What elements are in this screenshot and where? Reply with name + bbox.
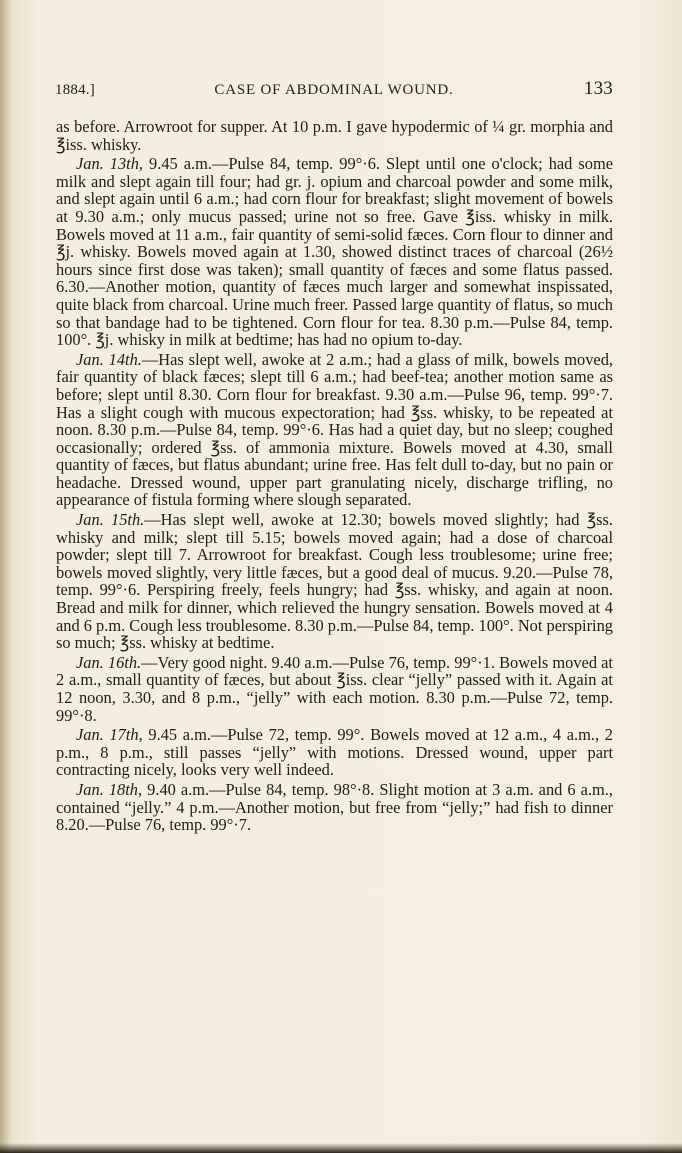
paragraph-text: as before. Arrowroot for supper. At 10 p.m. I gave hypodermic of ¼ gr. morphia and ℥iss. whisky. <box>56 117 613 154</box>
date-lead: Jan. 17th, <box>76 725 143 745</box>
paragraph-text: —Has slept well, awoke at 2 a.m.; had a glass of milk, bowels moved, fair quantity of black fæces; slept till 6 a.m.; had beef-tea; another motion same as before; slept until 8.30. Corn flour for breakfast. 9.30 a.m.—Pulse 96, temp. 99°·7. Has a slight cough with mucous expectoration; had ℥ss. whisky, to be repeated at noon. 8.30 p.m.—Pulse 84, temp. 99°·6. Has had a quiet day, but no sleep; coughed occasionally; ordered ℥ss. of ammonia mixture. Bowels moved at 4.30, small quantity of fæces, but flatus abundant; urine free. Has felt dull to-day, but no pain or headache. Dressed wound, upper part granulating nicely, discharge trifling, no appearance of fistula forming where slough separated. <box>56 349 613 510</box>
header-year: 1884.] <box>55 82 95 98</box>
paragraph-text: 9.45 a.m.—Pulse 84, temp. 99°·6. Slept until one o'clock; had some milk and slept again till four; had gr. j. opium and charcoal powder and some milk, and slept again until 6 a.m.; had corn flour for breakfast; slight movement of bowels at 9.30 a.m.; only mucus passed; urine not so free. Gave ℥iss. whisky in milk. Bowels moved at 11 a.m., fair quantity of semi-solid fæces. Corn flour to dinner and ℥j. whisky. Bowels moved again at 1.30, showed distinct traces of charcoal (26½ hours since first dose was taken); small quantity of fæces and some flatus passed. 6.30.—Another motion, quantity of fæces much larger and somewhat inspissated, quite black from charcoal. Urine much freer. Passed large quantity of flatus, so much so that bandage had to be tightened. Corn flour for tea. 8.30 p.m.—Pulse 84, temp. 100°. ℥j. whisky in milk at bedtime; has had no opium to-day. <box>56 154 613 350</box>
page-body <box>56 118 613 836</box>
page-bottom-edge <box>0 1143 682 1153</box>
paragraph-text: —Very good night. 9.40 a.m.—Pulse 76, temp. 99°·1. Bowels moved at 2 a.m., small quantity of fæces, but about ℥iss. clear “jelly” passed with it. Again at 12 noon, 3.30, and 8 p.m., “jelly” with each motion. 8.30 p.m.—Pulse 72, temp. 99°·8. <box>56 652 613 725</box>
paragraph-jan-17 <box>56 726 613 779</box>
date-lead: Jan. 13th, <box>76 154 144 174</box>
paragraph-jan-13 <box>56 155 613 349</box>
running-header <box>55 80 613 102</box>
header-title: CASE OF ABDOMINAL WOUND. <box>214 82 454 98</box>
paragraph-jan-15 <box>56 511 613 652</box>
gutter-shadow <box>0 0 10 1153</box>
paragraph-text: —Has slept well, awoke at 12.30; bowels moved slightly; had ℥ss. whisky and milk; slept till 5.15; bowels moved again; had a dose of charcoal powder; slept till 7. Arrowroot for breakfast. Cough less troublesome; urine free; bowels moved slightly, very little fæces, but a good deal of mucus. 9.20.—Pulse 78, temp. 99°·6. Perspiring freely, feels hungry; had ℥ss. whisky, and again at noon. Bread and milk for dinner, which relieved the hungry sensation. Bowels moved at 4 and 6 p.m. Cough less troublesome. 8.30 p.m.—Pulse 84, temp. 100°. Not perspiring so much; ℥ss. whisky at bedtime. <box>56 510 613 653</box>
paragraph-text: 9.40 a.m.—Pulse 84, temp. 98°·8. Slight motion at 3 a.m. and 6 a.m., contained “jelly.” 4 p.m.—Another motion, but free from “jelly;” had fish to dinner 8.20.—Pulse 76, temp. 99°·7. <box>56 779 614 835</box>
paragraph-jan-18 <box>56 781 613 834</box>
date-lead: Jan. 15th. <box>76 510 145 530</box>
date-lead: Jan. 18th, <box>76 779 143 799</box>
date-lead: Jan. 14th. <box>76 349 142 369</box>
paragraph-text: 9.45 a.m.—Pulse 72, temp. 99°. Bowels moved at 12 a.m., 4 a.m., 2 p.m., 8 p.m., still passes “jelly” with motions. Dressed wound, upper part contracting nicely, looks very well indeed. <box>56 725 613 780</box>
paragraph <box>56 118 613 153</box>
paragraph-jan-16 <box>56 654 613 724</box>
paragraph-jan-14 <box>56 351 613 509</box>
page-number: 133 <box>583 78 613 99</box>
date-lead: Jan. 16th. <box>76 652 142 672</box>
